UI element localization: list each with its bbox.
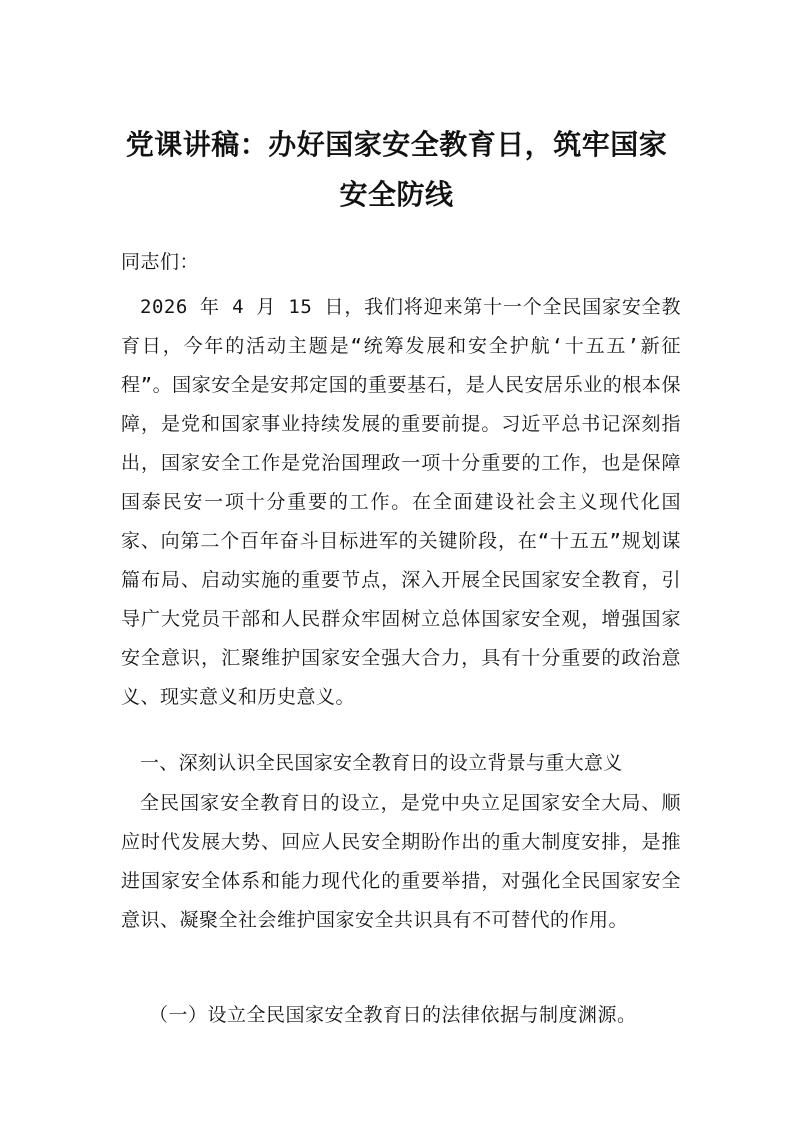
document-title-line-1: 党课讲稿：办好国家安全教育日，筑牢国家: [125, 128, 668, 161]
salutation: 同志们：: [121, 251, 200, 273]
paragraph-section-1: 全民国家安全教育日的设立，是党中央立足国家安全大局、顺应时代发展大势、回应人民安全期盼作出的重大制度安排，是推进国家安全体系和能力现代化的重要举措，对强化全民国家安全意识、凝聚全社会维护国家安全共识具有不可替代的作用。: [121, 792, 681, 931]
section-heading-1: 一、深刻认识全民国家安全教育日的设立背景与重大意义: [140, 752, 623, 774]
document-title-line-2: 安全防线: [339, 178, 454, 211]
subsection-heading-1: （一）设立全民国家安全教育日的法律依据与制度渊源。: [149, 1004, 637, 1026]
paragraph-intro: 2026 年 4 月 15 日，我们将迎来第十一个全民国家安全教育日，今年的活动主题是“统筹发展和安全护航‘十五五’新征程”。国家安全是安邦定国的重要基石，是人民安居乐业的根本保障，是党和国家事业持续发展的重要前提。习近平总书记深刻指出，国家安全工作是党治国理政一项十分重要的工作，也是保障国泰民安一项十分重要的工作。在全面建设社会主义现代化国家、向第二个百年奋斗目标进军的关键阶段，在“十五五”规划谋篇布局、启动实施的重要节点，深入开展全民国家安全教育，引导广大党员干部和人民群众牢固树立总体国家安全观，增强国家安全意识，汇聚维护国家安全强大合力，具有十分重要的政治意义、现实意义和历史意义。: [121, 296, 681, 708]
